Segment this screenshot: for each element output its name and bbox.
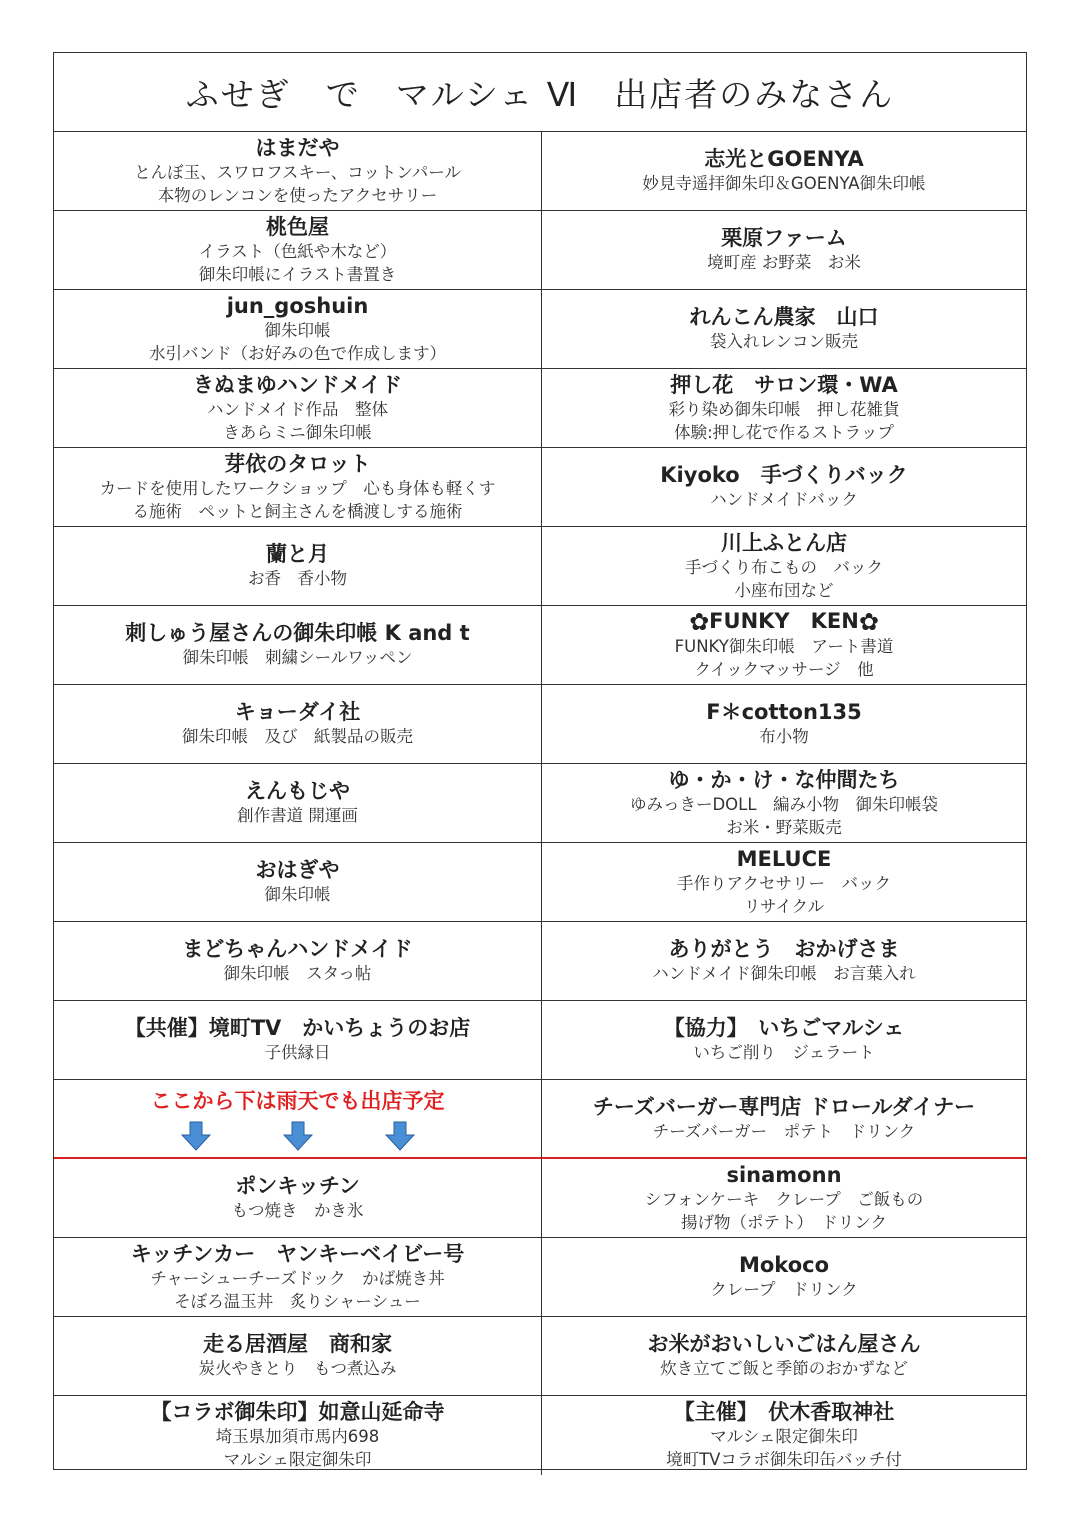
vendor-cell-left xyxy=(54,1001,542,1080)
vendor-detail: 境町TVコラボ御朱印缶バッチ付 xyxy=(666,1450,902,1469)
vendor-name: まどちゃんハンドメイド xyxy=(182,937,413,961)
vendor-detail: ハンドメイド御朱印帳 お言葉入れ xyxy=(652,964,916,983)
vendor-name: おはぎや xyxy=(255,858,340,882)
vendor-detail: クレープ ドリンク xyxy=(710,1280,858,1299)
vendor-detail: いちご削り ジェラート xyxy=(693,1043,875,1062)
vendor-name: 【コラボ御朱印】如意山延命寺 xyxy=(150,1400,445,1424)
vendor-name: れんこん農家 山口 xyxy=(689,305,879,329)
vendor-cell-left xyxy=(54,685,542,764)
vendor-detail: 炊き立てご飯と季節のおかずなど xyxy=(660,1359,908,1378)
vendor-cell-right xyxy=(542,1001,1026,1080)
vendor-cell-right xyxy=(542,527,1026,606)
vendor-detail: 御朱印帳 xyxy=(264,885,331,904)
vendor-cell-right xyxy=(542,843,1026,922)
down-arrow-icon xyxy=(385,1121,415,1151)
vendor-name xyxy=(689,609,879,635)
vendor-name-text: FUNKY KEN xyxy=(709,609,859,633)
vendor-detail: ハンドメイド作品 整体 xyxy=(206,399,388,419)
vendor-name: MELUCE xyxy=(736,846,832,871)
vendor-name: 志光とGOENYA xyxy=(704,147,864,171)
vendor-detail: FUNKY御朱印帳 アート書道 xyxy=(674,637,894,656)
vendor-cell-left xyxy=(54,211,542,290)
arrow-group xyxy=(181,1121,415,1151)
vendor-cell-right xyxy=(542,685,1026,764)
vendor-detail: チーズバーガー ポテト ドリンク xyxy=(652,1121,916,1141)
vendor-name: 芽依のタロット xyxy=(224,451,371,476)
vendor-cell-left xyxy=(54,1238,542,1317)
vendor-cell-right xyxy=(542,764,1026,843)
vendor-cell-right xyxy=(542,922,1026,1001)
vendor-detail: 御朱印帳 刺繍シールワッペン xyxy=(182,648,413,667)
vendor-name: キョーダイ社 xyxy=(234,700,361,724)
vendor-name: はまだや xyxy=(255,135,340,160)
vendor-name: キッチンカー ヤンキーベイビー号 xyxy=(130,1241,465,1266)
vendor-name: お米がおいしいごはん屋さん xyxy=(647,1332,921,1356)
vendor-cell-right xyxy=(542,290,1026,369)
vendor-cell-right xyxy=(542,1080,1026,1159)
vendor-detail: とんぼ玉、スワロフスキー、コットンパール xyxy=(134,162,461,182)
vendor-detail: マルシェ限定御朱印 xyxy=(223,1450,372,1469)
vendor-cell-left xyxy=(54,1080,542,1159)
vendor-detail: 袋入れレンコン販売 xyxy=(709,332,859,351)
vendor-detail: チャーシューチーズドック かば焼き丼 xyxy=(150,1268,445,1288)
vendor-cell-right xyxy=(542,369,1026,448)
vendor-detail: 手作りアクセサリー バック xyxy=(676,873,891,893)
down-arrow-icon xyxy=(283,1121,313,1151)
vendor-detail: カードを使用したワークショップ 心も身体も軽くす xyxy=(99,478,496,498)
vendor-detail: ゆみっきーDOLL 編み小物 御朱印帳袋 xyxy=(629,794,939,814)
vendor-cell-left xyxy=(54,922,542,1001)
vendor-detail: 揚げ物（ポテト） ドリンク xyxy=(681,1212,887,1232)
page-title: ふせぎ で マルシェ Ⅵ 出店者のみなさん xyxy=(54,53,1026,132)
vendor-cell-left xyxy=(54,1317,542,1396)
vendor-cell-right xyxy=(542,1238,1026,1317)
vendor-cell-left xyxy=(54,290,542,369)
vendor-detail: お米・野菜販売 xyxy=(726,817,842,837)
vendor-cell-left xyxy=(54,1159,542,1238)
vendor-name: F＊cotton135 xyxy=(706,700,862,724)
vendor-cell-right xyxy=(542,606,1026,685)
vendor-name: sinamonn xyxy=(726,1162,842,1187)
rain-notice: ここから下は雨天でも出店予定 xyxy=(150,1088,445,1113)
vendor-detail: クイックマッサージ 他 xyxy=(694,660,874,679)
vendor-cell-left xyxy=(54,527,542,606)
vendor-name: 【協力】 いちごマルシェ xyxy=(663,1016,905,1040)
down-arrow-icon xyxy=(181,1121,211,1151)
vendor-cell-right xyxy=(542,448,1026,527)
vendor-detail: 御朱印帳 及び 紙製品の販売 xyxy=(182,727,413,746)
vendor-cell-right xyxy=(542,1317,1026,1396)
vendor-detail: シフォンケーキ クレープ ご飯もの xyxy=(644,1189,924,1209)
vendor-name: えんもじや xyxy=(245,779,350,803)
vendor-cell-left xyxy=(54,1396,542,1475)
vendor-detail: 炭火やきとり もつ煮込み xyxy=(198,1359,397,1378)
vendor-detail: そぼろ温玉丼 炙りシャーシュー xyxy=(174,1291,421,1311)
vendor-name: 【共催】境町TV かいちょうのお店 xyxy=(124,1016,471,1040)
vendor-name: ゆ・か・け・な仲間たち xyxy=(668,767,900,792)
vendor-name: Kiyoko 手づくりバック xyxy=(660,463,908,487)
vendor-cell-left xyxy=(54,843,542,922)
vendor-detail: る施術 ペットと飼主さんを橋渡しする施術 xyxy=(132,501,463,521)
vendor-detail: 布小物 xyxy=(759,727,809,746)
vendor-detail: 創作書道 開運画 xyxy=(237,806,358,825)
vendor-cell-right xyxy=(542,211,1026,290)
vendor-sheet xyxy=(53,52,1027,1470)
vendor-cell-left xyxy=(54,764,542,843)
vendor-detail: 埼玉県加須市馬内698 xyxy=(215,1427,380,1446)
vendor-detail: 彩り染め御朱印帳 押し花雑貨 xyxy=(668,399,900,419)
vendor-name: jun_goshuin xyxy=(226,293,369,318)
vendor-detail: お香 香小物 xyxy=(248,569,347,588)
vendor-name: ポンキッチン xyxy=(235,1174,360,1198)
vendor-detail: 境町産 お野菜 お米 xyxy=(707,253,861,272)
vendor-name: 川上ふとん店 xyxy=(721,530,847,555)
vendor-detail: 水引バンド（お好みの色で作成します） xyxy=(149,343,446,363)
vendor-detail: リサイクル xyxy=(743,896,825,916)
vendor-detail: 御朱印帳 スタっ帖 xyxy=(223,964,372,983)
vendor-detail: イラスト（色紙や木など） xyxy=(198,241,397,261)
vendor-name: 【主催】 伏木香取神社 xyxy=(673,1400,895,1424)
vendor-grid xyxy=(54,132,1026,1475)
vendor-detail: 手づくり布こもの バック xyxy=(685,557,883,577)
vendor-name: ありがとう おかげさま xyxy=(668,937,900,961)
vendor-detail: 本物のレンコンを使ったアクセサリー xyxy=(157,185,438,205)
vendor-cell-right xyxy=(542,1396,1026,1475)
vendor-detail: 小座布団など xyxy=(734,580,834,600)
vendor-detail: マルシェ限定御朱印 xyxy=(710,1427,858,1446)
vendor-name: 走る居酒屋 商和家 xyxy=(203,1332,392,1356)
vendor-detail: 子供縁日 xyxy=(264,1043,331,1062)
vendor-name: 栗原ファーム xyxy=(721,226,847,250)
vendor-name: 刺しゅう屋さんの御朱印帳 K and t xyxy=(125,621,470,645)
vendor-name: 桃色屋 xyxy=(266,214,329,239)
vendor-name: きぬまゆハンドメイド xyxy=(192,372,403,397)
vendor-detail: 御朱印帳 xyxy=(264,320,331,340)
vendor-cell-left xyxy=(54,606,542,685)
flower-icon: ✿ xyxy=(858,608,879,636)
vendor-name: 押し花 サロン環・WA xyxy=(670,372,898,397)
vendor-detail: 体験:押し花で作るストラップ xyxy=(674,422,894,442)
vendor-cell-left xyxy=(54,132,542,211)
vendor-name: Mokoco xyxy=(738,1253,830,1277)
vendor-cell-left xyxy=(54,369,542,448)
vendor-cell-right xyxy=(542,1159,1026,1238)
vendor-detail: もつ焼き かき氷 xyxy=(231,1201,364,1220)
vendor-detail: ハンドメイドバック xyxy=(710,490,858,509)
vendor-name: チーズバーガー専門店 ドロールダイナー xyxy=(592,1094,976,1119)
vendor-name: 蘭と月 xyxy=(266,542,329,566)
vendor-detail: きあらミニ御朱印帳 xyxy=(223,422,372,442)
vendor-detail: 御朱印帳にイラスト書置き xyxy=(198,264,397,284)
vendor-cell-right xyxy=(542,132,1026,211)
vendor-detail: 妙見寺遥拝御朱印＆GOENYA御朱印帳 xyxy=(642,174,926,193)
flower-icon: ✿ xyxy=(689,608,710,636)
vendor-cell-left xyxy=(54,448,542,527)
